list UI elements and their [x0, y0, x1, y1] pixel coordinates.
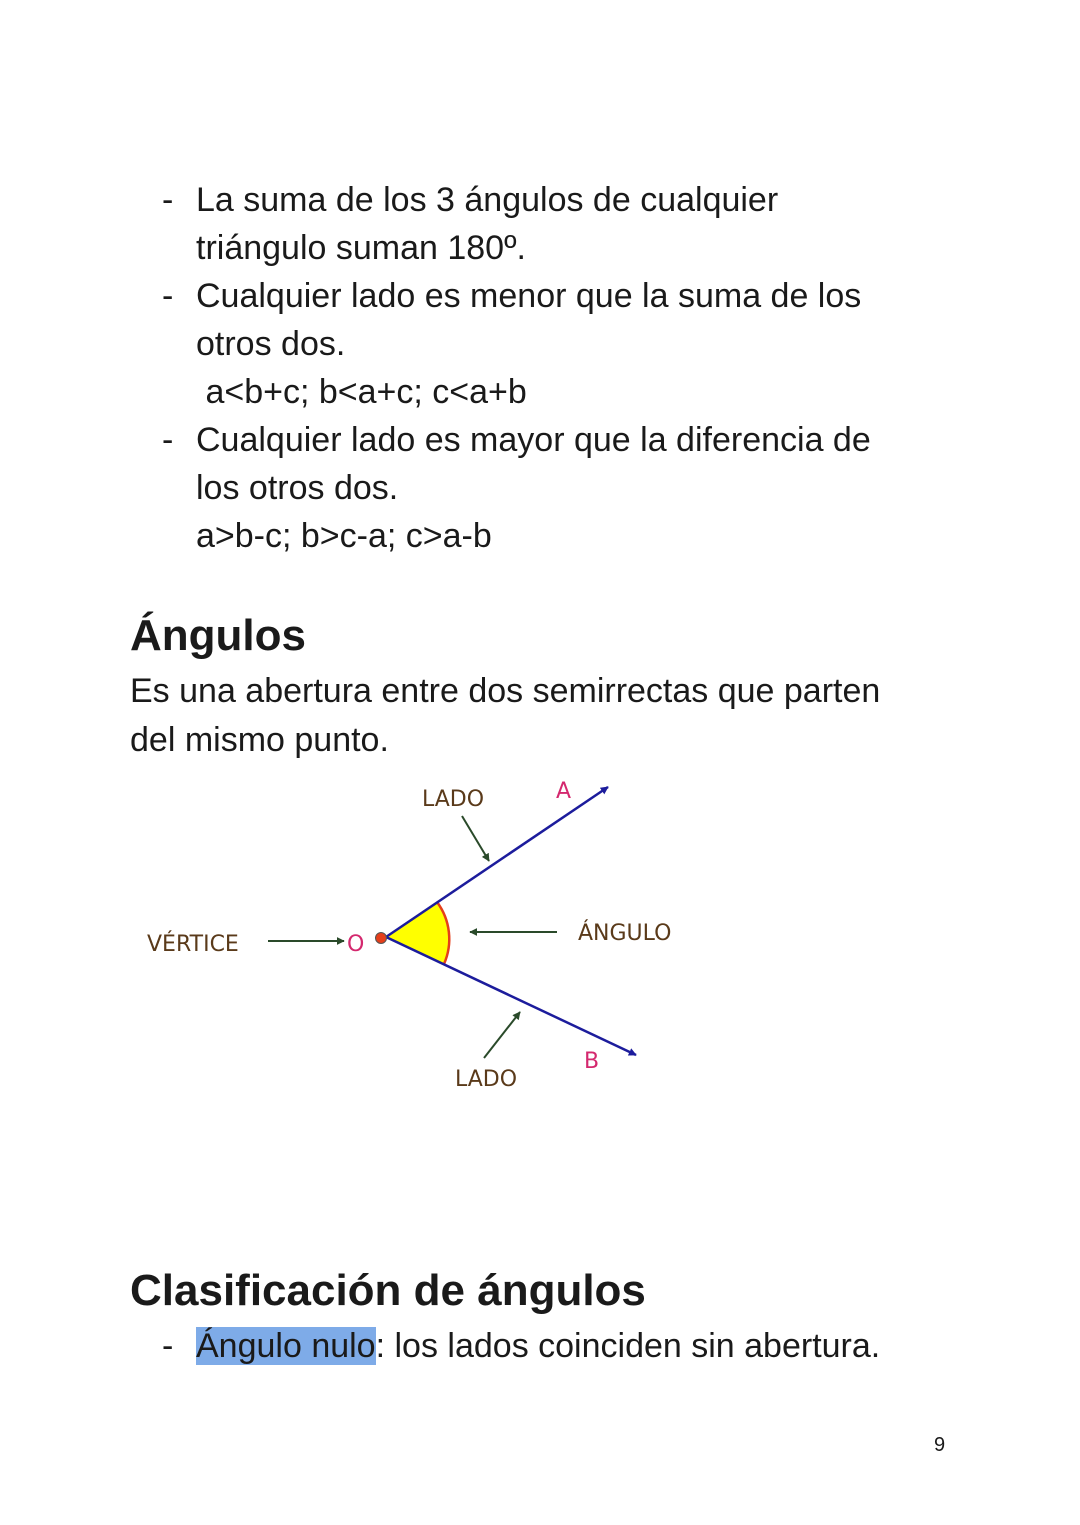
property-1-line-1: La suma de los 3 ángulos de cualquier [196, 181, 779, 219]
bullet-dash: - [162, 1327, 174, 1365]
highlighted-term: Ángulo nulo [196, 1327, 376, 1365]
property-3-line-2: los otros dos. [196, 469, 399, 507]
ray-a [386, 787, 608, 937]
property-1-line-2: triángulo suman 180º. [196, 229, 526, 267]
property-2-line-1: Cualquier lado es menor que la suma de los [196, 277, 862, 315]
angulos-definition-line-2: del mismo punto. [130, 721, 389, 759]
point-o-label: O [347, 932, 365, 957]
property-2-line-2: otros dos. [196, 325, 346, 363]
bullet-dash: - [162, 421, 174, 459]
lado-bottom-pointer-arrow [484, 1012, 520, 1058]
lado-top-label: LADO [422, 787, 485, 812]
vertice-label: VÉRTICE [147, 932, 239, 957]
angulos-heading: Ángulos [130, 611, 306, 660]
lado-top-pointer-arrow [462, 816, 489, 861]
lado-bottom-label: LADO [455, 1067, 518, 1092]
point-a-label: A [556, 779, 572, 804]
property-2-formula: a<b+c; b<a+c; c<a+b [196, 373, 527, 411]
vertex-point [376, 933, 387, 944]
bullet-dash: - [162, 277, 174, 315]
property-3-line-1: Cualquier lado es mayor que la diferencia de [196, 421, 871, 459]
term-definition: : los lados coinciden sin abertura. [375, 1327, 881, 1365]
angle-sector [386, 902, 449, 964]
point-b-label: B [584, 1049, 600, 1074]
angulos-definition-line-1: Es una abertura entre dos semirrectas que parten [130, 672, 881, 710]
clasificacion-heading: Clasificación de ángulos [130, 1266, 646, 1315]
ray-b [386, 937, 636, 1055]
angulo-label: ÁNGULO [578, 921, 672, 946]
page-number: 9 [934, 1434, 946, 1456]
clasificacion-item-nulo [196, 1326, 880, 1367]
property-3-formula: a>b-c; b>c-a; c>a-b [196, 517, 492, 555]
bullet-dash: - [162, 181, 174, 219]
